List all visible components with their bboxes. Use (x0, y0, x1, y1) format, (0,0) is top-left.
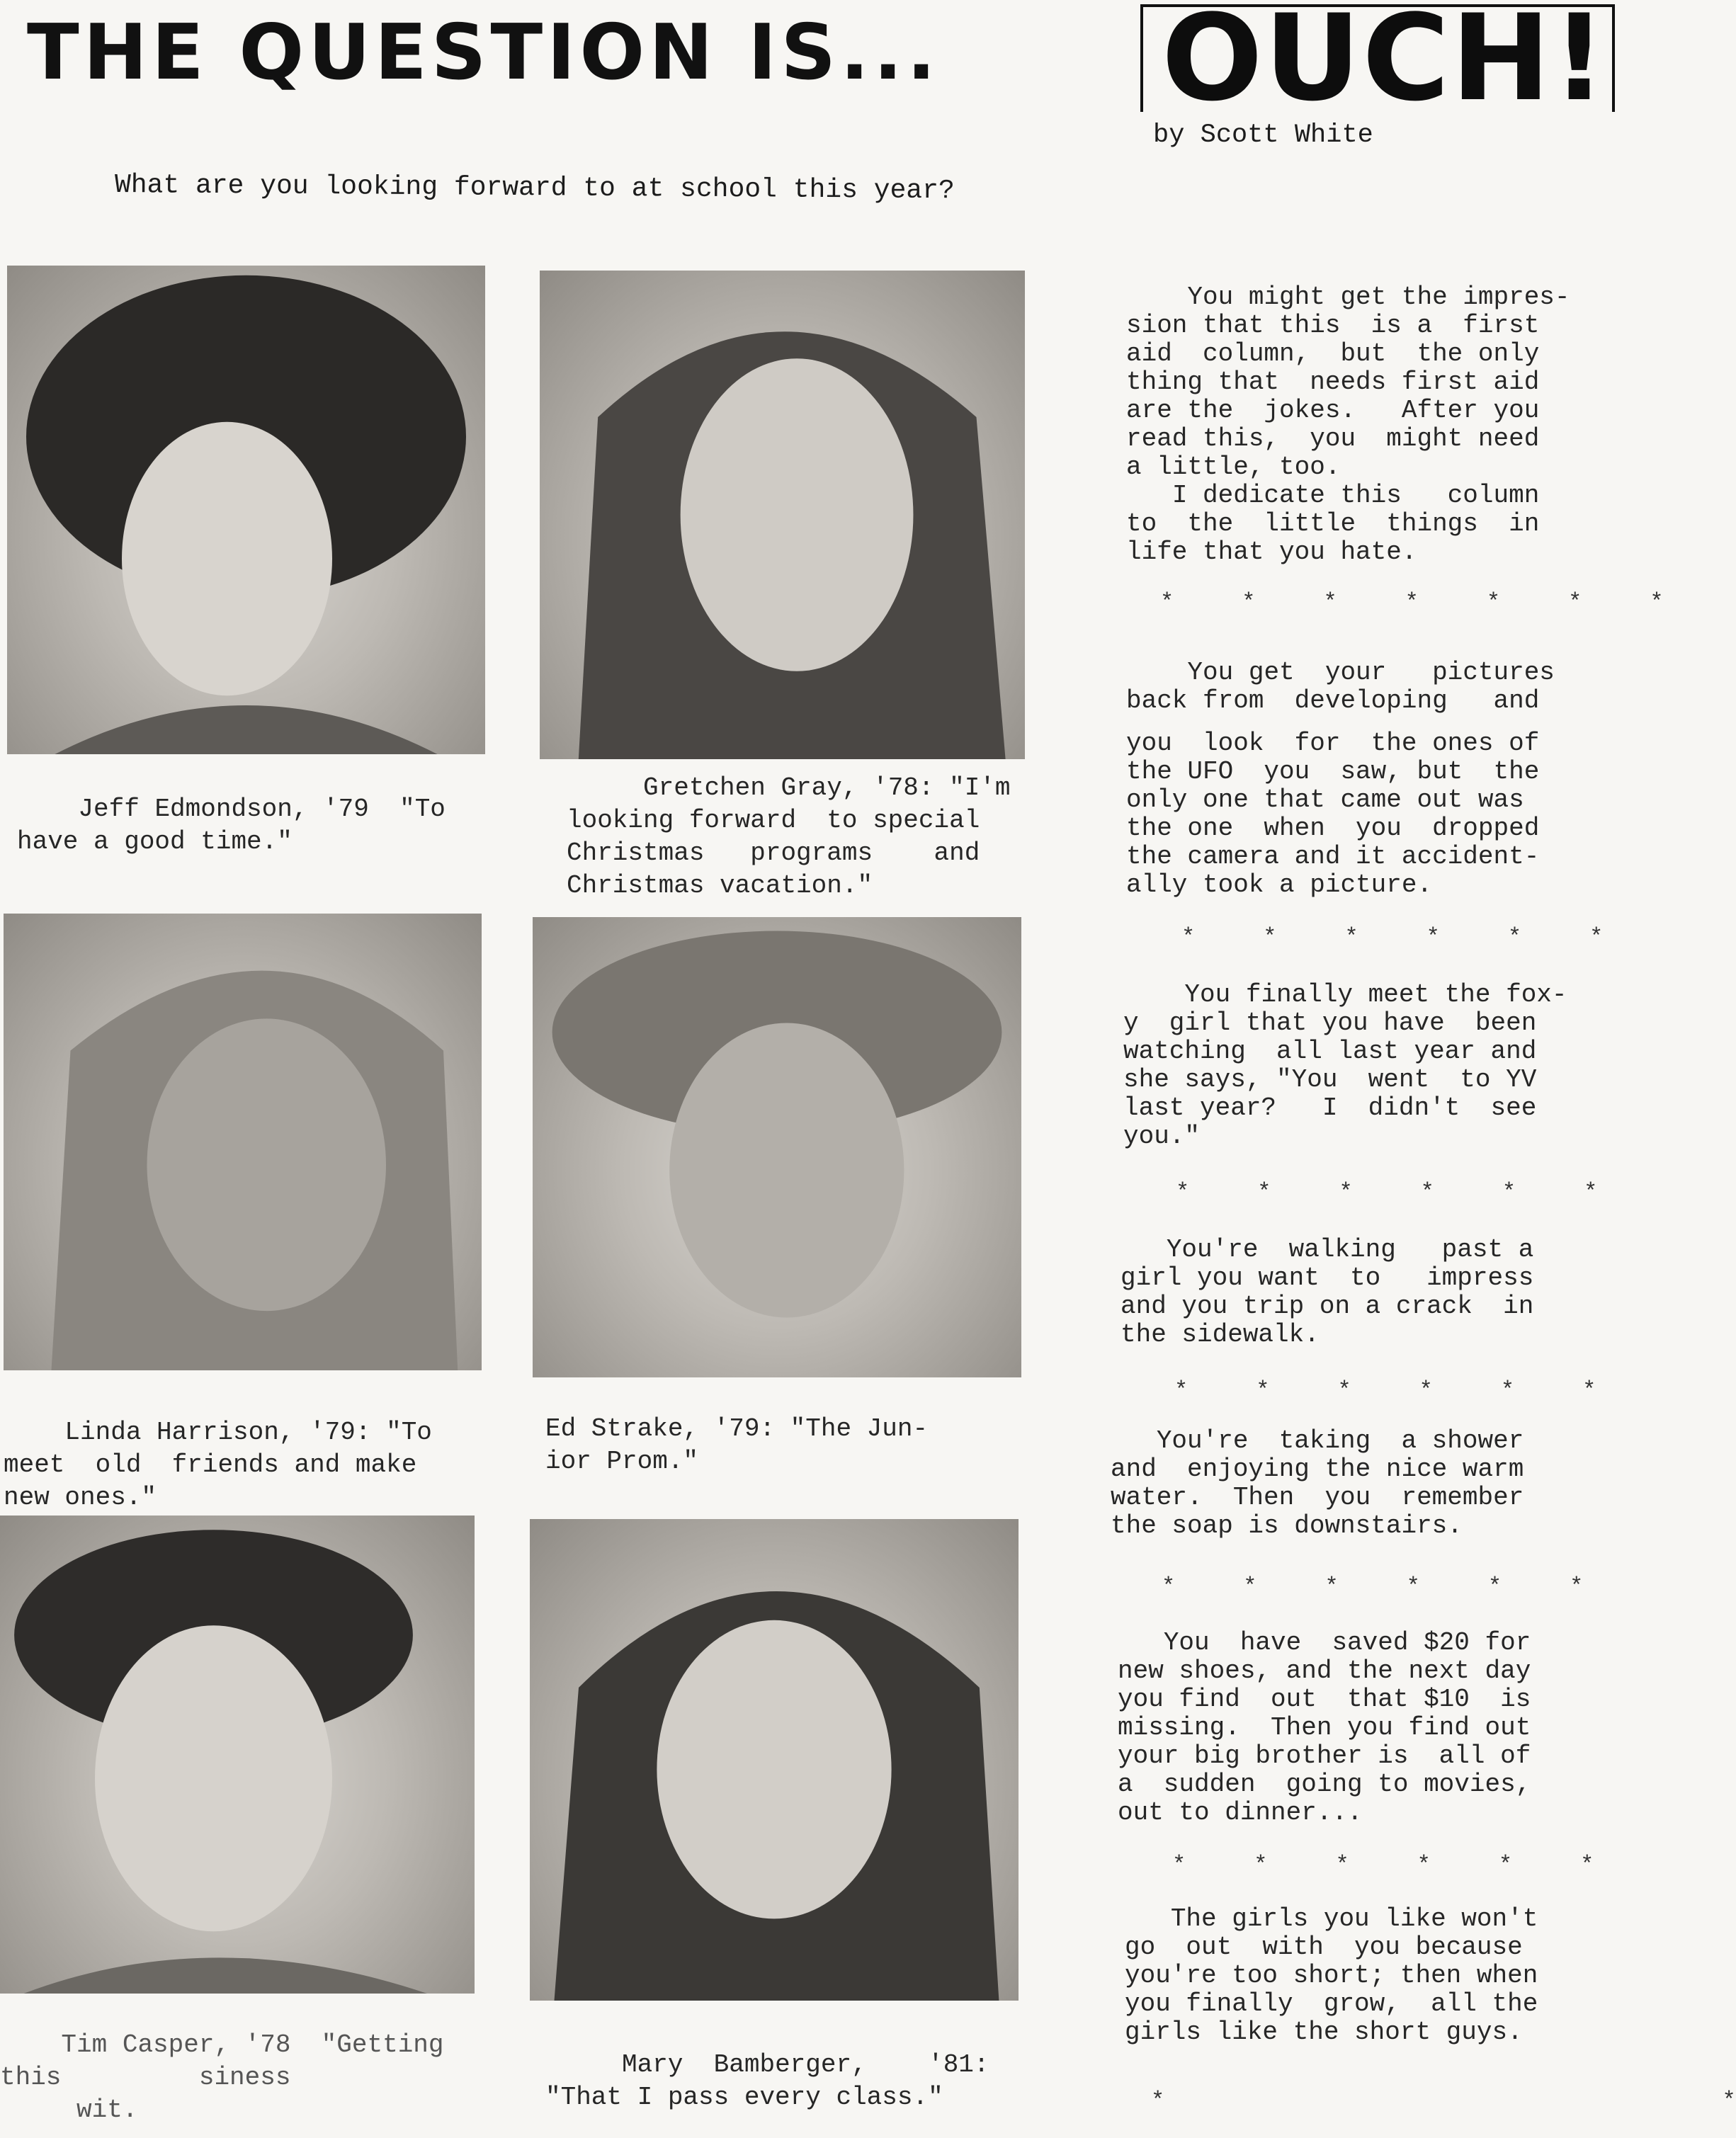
answer-caption: Ed Strake, '79: "The Jun- ior Prom." (545, 1414, 929, 1476)
separator: * * * * * * (1181, 924, 1604, 950)
portrait-photo (4, 914, 482, 1370)
answer-caption: Jeff Edmondson, '79 "To have a good time." (17, 795, 446, 856)
page-title: THE QUESTION IS... (27, 8, 941, 97)
answer-caption: Tim Casper, '78 "Getting this siness wit. (0, 2030, 444, 2125)
separator: * * * * * * (1162, 1574, 1584, 1600)
column-paragraph: You're taking a shower and enjoying the nice warm water. Then you remember the soap is downstairs. (1111, 1426, 1524, 1540)
survey-question: What are you looking forward to at school this year? (114, 170, 955, 207)
portrait-image (0, 1516, 475, 1994)
portrait-image (4, 914, 482, 1370)
separator: * * * * * * * (1160, 589, 1664, 615)
separator: * * * * * * (1174, 1377, 1596, 1404)
portrait-image (540, 271, 1025, 759)
portrait-photo (540, 271, 1025, 759)
portrait-image (530, 1519, 1019, 2001)
answer-caption: Linda Harrison, '79: "To meet old friends and make new ones." (4, 1418, 432, 1512)
column-paragraph: you look for the ones of the UFO you saw, but the only one that came out was the one when you dropped the camera and it accident- ally took a picture. (1126, 729, 1540, 899)
column-paragraph: You're walking past a girl you want to impress and you trip on a crack in the sidewalk. (1121, 1235, 1534, 1349)
separator: * * * * * * (1176, 1179, 1598, 1205)
portrait-photo (0, 1516, 475, 1994)
column-paragraph: The girls you like won't go out with you because you're too short; then when you finally grow, all the girls like the short guys. (1125, 1904, 1538, 2047)
answer-caption: Mary Bamberger, '81: "That I pass every class." (545, 2050, 989, 2112)
portrait-image (533, 917, 1021, 1377)
column-paragraph: You have saved $20 for new shoes, and the next day you find out that $10 is missing. Then you find out your big brother is all of a sudden going to movies, out to dinner... (1118, 1628, 1531, 1827)
column-paragraph: You might get the impres- sion that this is a first aid column, but the only thing that needs first aid are the jokes. After you read this, you might need a little, too. I dedicate this column to the little things in life that you hate. (1126, 283, 1570, 567)
portrait-photo (530, 1519, 1019, 2001)
column-paragraph: You get your pictures back from developing and (1126, 658, 1555, 715)
portrait-photo (7, 266, 485, 754)
portrait-image (7, 266, 485, 754)
byline: by Scott White (1153, 120, 1373, 150)
answer-caption: Gretchen Gray, '78: "I'm looking forward to special Christmas programs and Christmas vacation." (567, 773, 1011, 900)
column-paragraph: You finally meet the fox- y girl that you have been watching all last year and she says, "You went to YV last year? I didn't see you." (1123, 980, 1567, 1151)
separator: * * (1151, 2088, 1736, 2114)
separator: * * * * * * (1172, 1852, 1594, 1878)
portrait-photo (533, 917, 1021, 1377)
column-title: OUCH! (1162, 0, 1608, 127)
